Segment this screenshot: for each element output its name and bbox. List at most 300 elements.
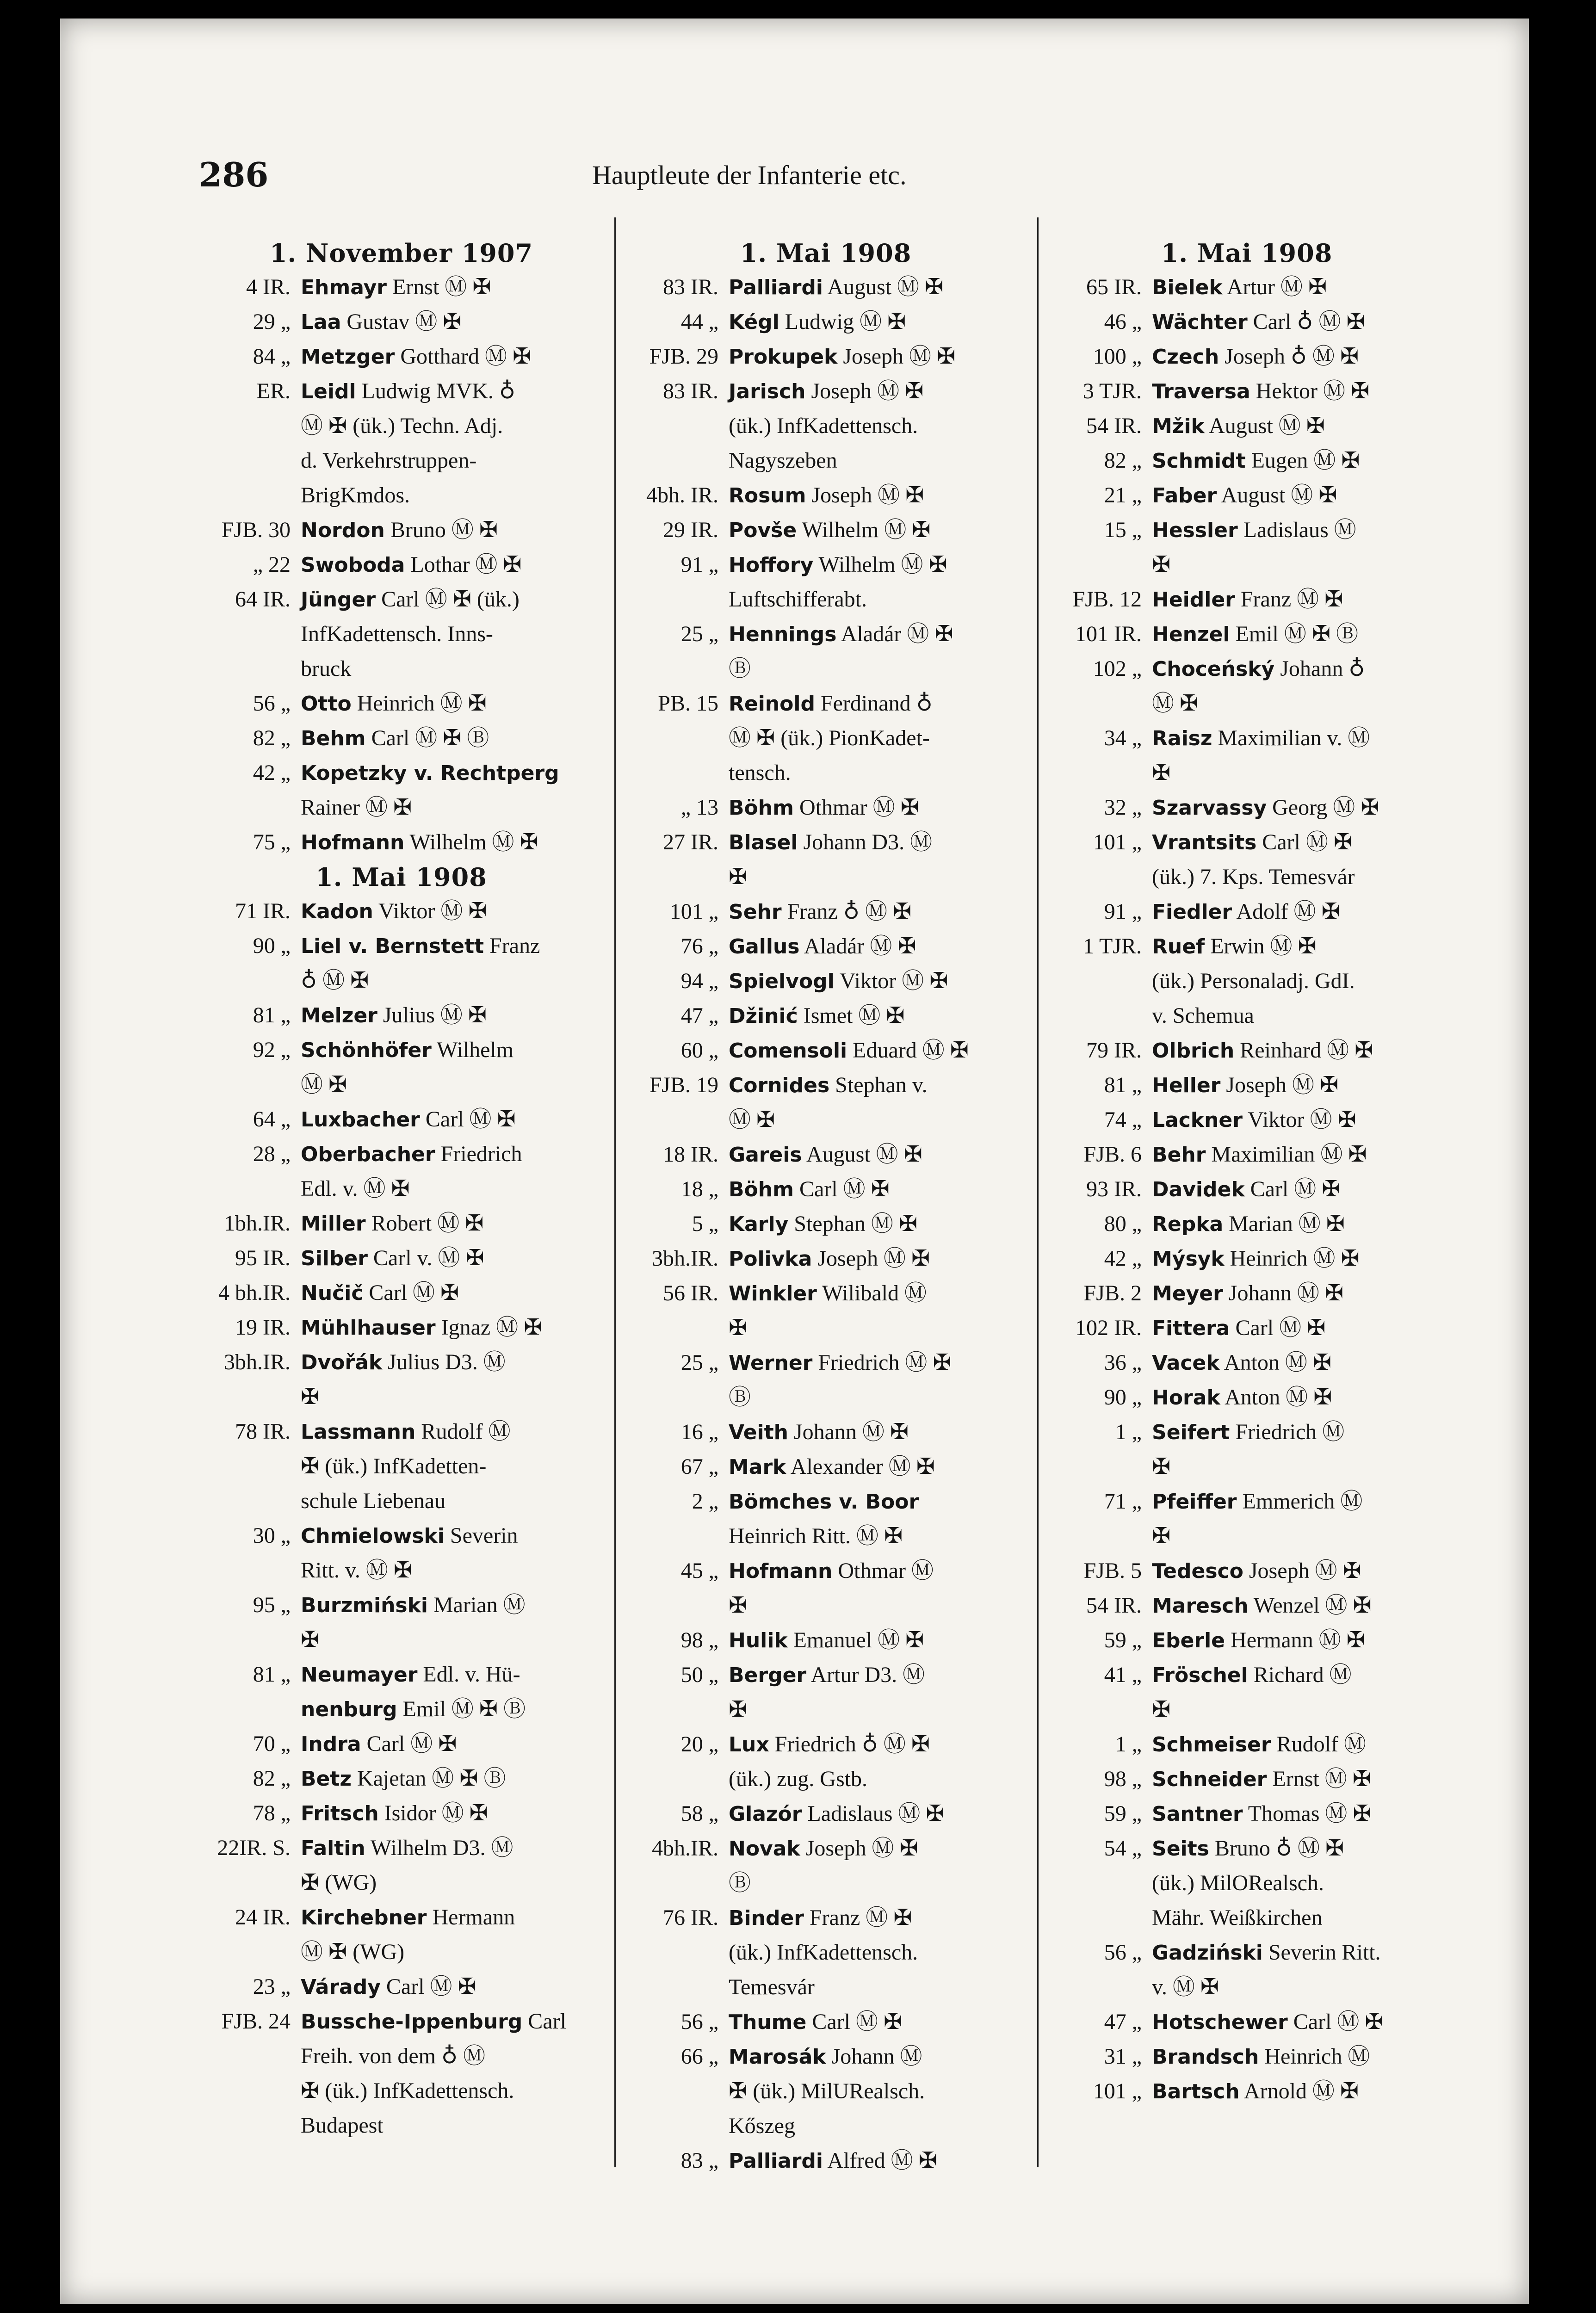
entry-details: (ük.) MilORealsch.	[1152, 1871, 1324, 1895]
entry-details: Heinrich Ⓜ	[1259, 2044, 1370, 2069]
entry-details: ✠	[729, 1593, 748, 1618]
unit-designation	[1048, 1519, 1152, 1554]
officer-surname: Rosum	[729, 484, 806, 507]
entry-text	[729, 756, 1027, 791]
roster-entry	[625, 791, 1027, 825]
officer-surname: Behm	[301, 727, 366, 750]
entry-details: Temesvár	[729, 1975, 815, 1999]
unit-designation: 4 bh.IR.	[218, 1280, 291, 1305]
roster-entry	[1048, 999, 1446, 1033]
roster-entry	[197, 1866, 606, 1900]
entry-details: Ernst Ⓜ ✠	[386, 275, 491, 299]
roster-entry	[197, 998, 606, 1033]
entry-text	[301, 1657, 606, 1692]
document-page	[60, 19, 1529, 2304]
unit-designation: 82 „	[253, 1766, 291, 1791]
unit-designation: 46 „	[1104, 309, 1142, 334]
officer-surname: Hennings	[729, 623, 837, 646]
unit-designation	[197, 791, 301, 825]
entry-details: Hektor Ⓜ ✠	[1250, 379, 1370, 403]
entry-details: Stephan v.	[829, 1073, 928, 1097]
officer-surname: Spielvogl	[729, 970, 835, 993]
unit-designation	[625, 2109, 729, 2144]
roster-entry	[625, 340, 1027, 374]
roster-entry	[1048, 2074, 1446, 2109]
officer-surname: Reinold	[729, 692, 815, 716]
entry-text	[301, 1415, 606, 1449]
officer-surname: Prokupek	[729, 345, 838, 369]
entry-text	[729, 478, 1027, 513]
roster-entry	[197, 444, 606, 478]
roster-entry	[197, 1172, 606, 1206]
entry-text	[729, 1554, 1027, 1589]
officer-surname: Blasel	[729, 831, 798, 854]
unit-designation	[625, 1519, 729, 1554]
roster-entry	[1048, 1415, 1446, 1450]
entry-text	[301, 1276, 606, 1311]
roster-entry	[197, 1935, 606, 1970]
entry-text	[1152, 1901, 1446, 1936]
entry-text	[729, 686, 1027, 721]
unit-designation: 78 IR.	[235, 1419, 291, 1444]
unit-designation: 3bh.IR.	[652, 1246, 718, 1271]
officer-surname: Wächter	[1152, 310, 1248, 334]
officer-surname: Vacek	[1152, 1351, 1220, 1375]
entry-text	[301, 1762, 606, 1796]
entry-text	[729, 791, 1027, 825]
officer-surname: Schönhöfer	[301, 1039, 432, 1062]
entry-details: Othmar Ⓜ ✠	[793, 795, 919, 820]
entry-text	[729, 1762, 1027, 1797]
roster-entry	[625, 1172, 1027, 1207]
roster-entry	[197, 1519, 606, 1553]
officer-surname: Schmidt	[1152, 449, 1246, 473]
officer-surname: Povše	[729, 519, 797, 542]
entry-details: Joseph Ⓜ ✠	[806, 483, 924, 507]
officer-surname: Metzger	[301, 345, 395, 369]
entry-details: Eugen Ⓜ ✠	[1245, 448, 1360, 473]
entry-text	[729, 409, 1027, 444]
entry-text	[1152, 1623, 1446, 1658]
column-divider-right	[1037, 217, 1039, 2167]
entry-details: Wilhelm D3. Ⓜ	[365, 1836, 513, 1860]
entry-text	[1152, 860, 1446, 895]
roster-entry	[1048, 1484, 1446, 1519]
roster-entry	[625, 1519, 1027, 1554]
entry-details: Budapest	[301, 2113, 384, 2138]
unit-designation: 24 IR.	[235, 1905, 291, 1930]
roster-entry	[625, 1970, 1027, 2005]
entry-details: Marian Ⓜ	[427, 1593, 526, 1617]
entry-text	[1152, 1693, 1446, 1727]
entry-text	[301, 1137, 606, 1172]
running-head: Hauptleute der Infanterie etc.	[592, 160, 907, 190]
entry-details: August Ⓜ ✠	[1217, 483, 1337, 507]
entry-text	[729, 1623, 1027, 1658]
officer-surname: Gallus	[729, 935, 800, 959]
roster-entry	[625, 1797, 1027, 1831]
entry-details: ✠	[1152, 1524, 1171, 1548]
entry-text	[729, 1207, 1027, 1242]
officer-surname: nenburg	[301, 1698, 397, 1721]
unit-designation: 44 „	[680, 309, 718, 334]
officer-surname: Seits	[1152, 1837, 1209, 1861]
unit-designation	[197, 1553, 301, 1588]
entry-text	[301, 617, 606, 652]
roster-entry	[197, 721, 606, 756]
unit-designation: „ 22	[253, 552, 291, 577]
unit-designation: 98 „	[1104, 1767, 1142, 1791]
roster-entry	[625, 1242, 1027, 1276]
roster-entry	[625, 270, 1027, 305]
officer-surname: Miller	[301, 1212, 366, 1236]
roster-entry	[197, 964, 606, 998]
unit-designation	[1048, 860, 1152, 895]
roster-entry	[625, 444, 1027, 478]
unit-designation	[1048, 1901, 1152, 1936]
unit-designation: 65 IR.	[1086, 275, 1142, 299]
roster-entry	[1048, 929, 1446, 964]
officer-surname: Sehr	[729, 900, 782, 924]
unit-designation: 4bh.IR.	[652, 1836, 718, 1861]
unit-designation: 29 „	[253, 309, 291, 334]
entry-text	[301, 1380, 606, 1415]
entry-text	[729, 2074, 1027, 2109]
entry-details: bruck	[301, 656, 352, 681]
entry-text	[729, 1831, 1027, 1866]
roster-entry	[1048, 1831, 1446, 1866]
entry-text	[729, 1693, 1027, 1727]
unit-designation	[1048, 548, 1152, 582]
column-2	[625, 236, 1027, 2178]
officer-surname: Polivka	[729, 1247, 812, 1271]
unit-designation	[197, 1172, 301, 1206]
roster-entry	[197, 1900, 606, 1935]
entry-details: ✠	[729, 865, 748, 889]
entry-details: Johann Ⓜ ✠	[1223, 1281, 1344, 1305]
entry-text	[1152, 1138, 1446, 1172]
roster-entry	[625, 652, 1027, 686]
roster-entry	[625, 1484, 1027, 1519]
officer-surname: Ruef	[1152, 935, 1205, 959]
entry-text	[729, 2005, 1027, 2040]
unit-designation	[625, 652, 729, 686]
entry-text	[1152, 1762, 1446, 1797]
roster-entry	[625, 1276, 1027, 1311]
unit-designation: 56 „	[253, 691, 291, 716]
unit-designation: 90 „	[1104, 1385, 1142, 1410]
entry-details: Ladislaus Ⓜ	[1237, 518, 1356, 542]
unit-designation: 83 IR.	[663, 275, 718, 299]
officer-surname: Bussche-Ippenburg	[301, 2010, 523, 2034]
roster-entry	[625, 825, 1027, 860]
officer-surname: Dvořák	[301, 1351, 383, 1374]
entry-text	[729, 548, 1027, 582]
entry-text	[1152, 409, 1446, 444]
entry-text	[1152, 305, 1446, 340]
unit-designation: 19 IR.	[235, 1315, 291, 1340]
entry-details: Friedrich	[435, 1142, 522, 1166]
entry-details: Carl	[522, 2009, 566, 2034]
unit-designation	[197, 1935, 301, 1970]
roster-entry	[1048, 1762, 1446, 1797]
unit-designation: 5 „	[692, 1212, 718, 1236]
unit-designation	[625, 1762, 729, 1797]
entry-details: Friedrich Ⓜ	[1230, 1420, 1345, 1444]
unit-designation: 76 IR.	[663, 1905, 718, 1930]
roster-entry	[1048, 374, 1446, 409]
roster-entry	[1048, 1866, 1446, 1901]
entry-details: Georg Ⓜ ✠	[1267, 795, 1379, 820]
entry-text	[1152, 340, 1446, 374]
roster-entry	[197, 1449, 606, 1484]
officer-surname: Oberbacher	[301, 1143, 435, 1166]
roster-entry	[625, 964, 1027, 999]
entry-text	[1152, 999, 1446, 1033]
entry-details: Adolf Ⓜ ✠	[1232, 899, 1340, 924]
unit-designation: 91 „	[1104, 899, 1142, 924]
entry-details: Maximilian Ⓜ ✠	[1206, 1142, 1367, 1167]
entry-text	[301, 1172, 606, 1206]
entry-text	[729, 1727, 1027, 1762]
officer-surname: Böhm	[729, 796, 794, 820]
officer-surname: Horak	[1152, 1386, 1220, 1410]
roster-entry	[1048, 895, 1446, 929]
roster-entry	[1048, 1727, 1446, 1762]
unit-designation: 54 „	[1104, 1836, 1142, 1861]
unit-designation: 98 „	[680, 1628, 718, 1652]
roster-entry	[1048, 721, 1446, 756]
unit-designation	[197, 652, 301, 686]
roster-entry	[625, 1831, 1027, 1866]
entry-text	[301, 513, 606, 548]
roster-entry	[625, 582, 1027, 617]
entry-details: Franz ♁ Ⓜ ✠	[781, 899, 912, 924]
entry-details: Johann D3. Ⓜ	[798, 830, 933, 854]
unit-designation: 70 „	[253, 1732, 291, 1756]
unit-designation: 75 „	[253, 830, 291, 854]
entry-details: Aladár Ⓜ ✠	[799, 934, 916, 959]
entry-details: Ⓜ ✠	[301, 1072, 347, 1097]
roster-entry	[1048, 270, 1446, 305]
entry-details: Joseph Ⓜ ✠	[1220, 1073, 1339, 1097]
entry-text	[1152, 1207, 1446, 1242]
officer-surname: Tedesco	[1152, 1559, 1243, 1583]
unit-designation: 81 „	[1104, 1073, 1142, 1097]
unit-designation: 36 „	[1104, 1350, 1142, 1375]
entry-details: Johann Ⓜ ✠	[788, 1420, 909, 1444]
unit-designation: FJB. 19	[649, 1073, 718, 1097]
unit-designation: 54 IR.	[1086, 414, 1142, 438]
roster-entry	[197, 1241, 606, 1276]
roster-entry	[197, 894, 606, 929]
officer-surname: Palliardi	[729, 2149, 823, 2173]
officer-surname: Mühlhauser	[301, 1316, 436, 1340]
entry-text	[729, 2109, 1027, 2144]
roster-entry	[1048, 513, 1446, 548]
column-divider-left	[614, 217, 616, 2167]
entry-text	[1152, 548, 1446, 582]
unit-designation: 92 „	[253, 1038, 291, 1062]
entry-details: Ferdinand ♁	[815, 691, 933, 716]
column-3	[1048, 236, 1446, 2109]
entry-details: (ük.) InfKadettensch.	[729, 414, 918, 438]
roster-entry	[197, 1276, 606, 1311]
unit-designation: 82 „	[253, 726, 291, 750]
officer-surname: Glazór	[729, 1802, 802, 1826]
entry-details: Lothar Ⓜ ✠	[405, 552, 522, 577]
entry-text	[729, 895, 1027, 929]
entry-details: (ük.) InfKadettensch.	[729, 1940, 918, 1965]
entry-details: BrigKmdos.	[301, 483, 410, 507]
unit-designation: FJB. 24	[221, 2009, 291, 2034]
officer-surname: Laa	[301, 310, 341, 334]
unit-designation: 81 „	[253, 1003, 291, 1027]
officer-surname: Meyer	[1152, 1282, 1223, 1305]
entry-details: Severin Ritt.	[1262, 1940, 1381, 1965]
entry-text	[1152, 1797, 1446, 1831]
entry-details: Erwin Ⓜ ✠	[1205, 934, 1317, 959]
unit-designation: 94 „	[680, 969, 718, 993]
entry-text	[301, 791, 606, 825]
unit-designation	[197, 478, 301, 513]
roster-entry	[197, 270, 606, 305]
officer-surname: Liel v. Bernstett	[301, 934, 484, 958]
entry-details: v. Ⓜ ✠	[1152, 1975, 1219, 1999]
officer-surname: Maresch	[1152, 1594, 1249, 1618]
officer-surname: Marosák	[729, 2045, 826, 2069]
entry-text	[301, 1831, 606, 1866]
roster-entry	[625, 1380, 1027, 1415]
entry-details: Edl. v. Hü-	[417, 1662, 520, 1687]
unit-designation: 4 IR.	[246, 275, 291, 299]
roster-entry	[197, 305, 606, 340]
entry-text	[301, 998, 606, 1033]
entry-text	[729, 1380, 1027, 1415]
entry-text	[1152, 374, 1446, 409]
entry-text	[729, 825, 1027, 860]
entry-text	[1152, 2005, 1446, 2040]
roster-entry	[1048, 1623, 1446, 1658]
roster-entry	[197, 2074, 606, 2109]
roster-entry	[197, 582, 606, 617]
entry-details: Gotthard Ⓜ ✠	[395, 344, 532, 369]
roster-entry	[625, 1207, 1027, 1242]
entry-details: Franz Ⓜ ✠	[804, 1905, 912, 1930]
officer-surname: Pfeiffer	[1152, 1490, 1237, 1514]
officer-surname: Bömches v. Boor	[729, 1490, 919, 1514]
entry-details: August Ⓜ ✠	[802, 1142, 922, 1167]
entry-details: Bruno ♁ Ⓜ ✠	[1209, 1836, 1344, 1861]
entry-text	[729, 1415, 1027, 1450]
entry-details: Joseph Ⓜ ✠	[805, 379, 924, 403]
officer-surname: Faber	[1152, 484, 1217, 507]
entry-text	[1152, 1484, 1446, 1519]
entry-details: Joseph Ⓜ ✠	[812, 1246, 930, 1271]
officer-surname: Choceńský	[1152, 657, 1275, 681]
entry-text	[301, 1970, 606, 2004]
entry-details: Arnold Ⓜ ✠	[1239, 2079, 1359, 2103]
entry-details: Wilhelm Ⓜ ✠	[404, 830, 538, 854]
roster-entry	[197, 478, 606, 513]
entry-details: Ⓜ ✠ (ük.) PionKadet-	[729, 726, 930, 750]
roster-entry	[1048, 860, 1446, 895]
unit-designation	[197, 444, 301, 478]
roster-entry	[197, 617, 606, 652]
roster-entry	[1048, 1172, 1446, 1207]
entry-details: Heinrich Ritt. Ⓜ ✠	[729, 1524, 903, 1548]
roster-entry	[1048, 582, 1446, 617]
unit-designation: 91 „	[680, 552, 718, 577]
roster-entry	[1048, 1658, 1446, 1693]
unit-designation: 64 „	[253, 1107, 291, 1132]
unit-designation: FJB. 30	[221, 518, 291, 542]
officer-surname: Nučič	[301, 1281, 364, 1305]
unit-designation	[197, 1484, 301, 1519]
entry-details: Rudolf Ⓜ	[415, 1419, 511, 1444]
unit-designation: FJB. 5	[1083, 1558, 1142, 1583]
unit-designation: FJB. 2	[1083, 1281, 1142, 1305]
unit-designation: 27 IR.	[663, 830, 718, 854]
unit-designation: 32 „	[1104, 795, 1142, 820]
roster-entry	[1048, 1346, 1446, 1380]
officer-surname: Berger	[729, 1664, 807, 1687]
officer-surname: Bartsch	[1152, 2080, 1240, 2103]
officer-surname: Swoboda	[301, 553, 405, 577]
unit-designation: 79 IR.	[1086, 1038, 1142, 1063]
unit-designation: 95 IR.	[235, 1246, 291, 1270]
entry-details: Friedrich Ⓜ ✠	[812, 1350, 952, 1375]
entry-text	[729, 340, 1027, 374]
unit-designation: 83 „	[680, 2148, 718, 2173]
entry-details: Carl Ⓜ ✠	[793, 1177, 890, 1201]
roster-entry	[625, 2040, 1027, 2074]
roster-entry	[197, 1068, 606, 1102]
unit-designation: 42 „	[1104, 1246, 1142, 1271]
entry-details: Edl. v. Ⓜ ✠	[301, 1176, 410, 1201]
roster-entry	[197, 513, 606, 548]
entry-text	[1152, 444, 1446, 478]
entry-details: Franz Ⓜ ✠	[1235, 587, 1343, 612]
roster-entry	[197, 1831, 606, 1866]
entry-details: Emanuel Ⓜ ✠	[787, 1628, 924, 1652]
unit-designation	[625, 1311, 729, 1346]
roster-entry	[625, 409, 1027, 444]
roster-entry	[197, 409, 606, 444]
unit-designation: 56 IR.	[663, 1281, 718, 1305]
officer-surname: Leidl	[301, 380, 356, 403]
unit-designation: 1 „	[1115, 1732, 1142, 1756]
column-heading: 1. November 1907	[269, 238, 533, 268]
unit-designation: 1 TJR.	[1083, 934, 1142, 959]
entry-details: Friedrich ♁ Ⓜ ✠	[769, 1732, 930, 1756]
roster-entry	[1048, 1033, 1446, 1068]
entry-details: Ⓑ	[729, 1871, 751, 1895]
unit-designation: 18 IR.	[663, 1142, 718, 1167]
entry-details: Emmerich Ⓜ	[1237, 1489, 1363, 1514]
entry-details: Ⓑ	[729, 656, 751, 681]
roster-entry	[1048, 1207, 1446, 1242]
entry-text	[1152, 964, 1446, 999]
entry-details: Rainer Ⓜ ✠	[301, 795, 412, 820]
officer-surname: Várady	[301, 1975, 381, 1999]
roster-entry	[625, 2144, 1027, 2178]
unit-designation	[197, 964, 301, 998]
entry-text	[301, 1241, 606, 1276]
entry-details: ✠	[1152, 1454, 1171, 1479]
roster-entry	[1048, 1380, 1446, 1415]
officer-surname: Czech	[1152, 345, 1219, 369]
